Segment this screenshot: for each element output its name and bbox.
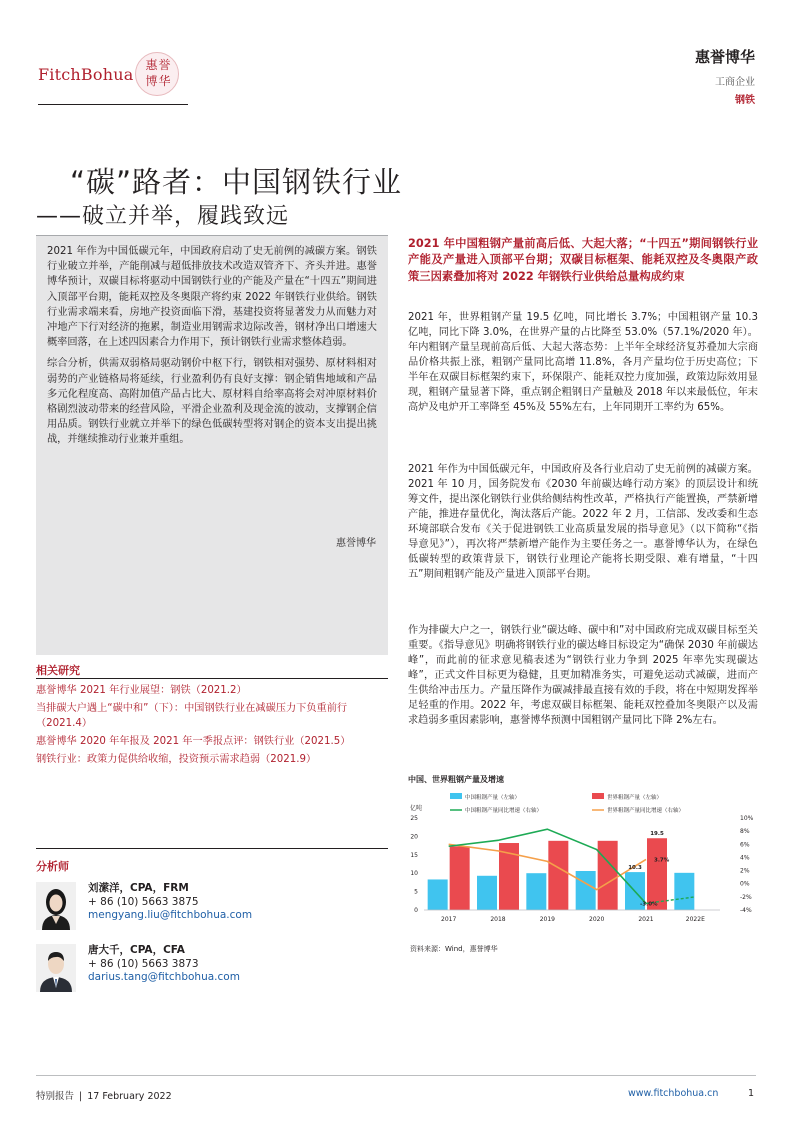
- related-research-link[interactable]: 惠誉博华 2021 年行业展望：钢铁（2021.2）: [36, 685, 247, 696]
- legend-label: 世界粗钢产量同比增速（右轴）: [607, 808, 685, 814]
- y-axis-label: 亿吨: [410, 805, 423, 812]
- data-label: -3.0%: [640, 901, 658, 908]
- related-research-title: 相关研究: [36, 664, 80, 677]
- page-number: 1: [748, 1088, 755, 1099]
- y2-tick-label: -4%: [740, 907, 752, 914]
- related-research-link[interactable]: 当排碳大户遇上“碳中和”（下）：中国钢铁行业在减碳压力下负重前行（2021.4）: [36, 703, 348, 729]
- y2-tick-label: 8%: [740, 828, 750, 836]
- y2-tick-label: 4%: [740, 854, 750, 862]
- report-header: [695, 46, 755, 106]
- x-tick-label: 2018: [490, 916, 506, 923]
- y2-tick-label: 6%: [740, 841, 750, 849]
- bar-world-output: [450, 846, 470, 910]
- y2-tick-label: 10%: [740, 815, 754, 822]
- report-title: “碳”路者：中国钢铁行业: [70, 165, 403, 199]
- sector-label: 工商企业: [715, 77, 755, 88]
- x-tick-label: 2022E: [685, 916, 705, 923]
- bar-world-output: [647, 838, 667, 910]
- y2-tick-label: -2%: [740, 893, 752, 901]
- logo-seal-char: 惠: [145, 58, 158, 72]
- x-tick-label: 2020: [589, 916, 605, 923]
- analyst-name: 刘潆洋，CPA，FRM: [88, 882, 189, 894]
- fitchbohua-logo: [38, 52, 179, 96]
- section-heading: 2021 年中国粗钢产量前高后低、大起大落；“十四五”期间钢铁行业产能及产量进入顶部平台期；双碳目标框架、能耗双控及冬奥限产政策三因素叠加将对 2022 年钢铁行业供给总量构成约束: [408, 237, 758, 283]
- related-research-link[interactable]: 惠誉博华 2020 年年报及 2021 年一季报点评：钢铁行业（2021.5）: [36, 736, 351, 747]
- analyst-phone: + 86 (10) 5663 3873: [88, 957, 199, 970]
- footer-separator: |: [79, 1091, 83, 1102]
- y2-tick-label: 2%: [740, 867, 750, 875]
- analyst-card: [36, 882, 396, 930]
- x-tick-label: 2017: [441, 916, 457, 923]
- logo-seal-char: 誉: [158, 58, 171, 72]
- bar-china-output: [428, 879, 448, 910]
- report-type: 特别报告: [36, 1091, 75, 1102]
- logo-seal-char: 博: [145, 74, 158, 88]
- data-label: 3.7%: [654, 857, 670, 864]
- bar-china-output: [526, 873, 546, 910]
- y-tick-label: 10: [410, 870, 418, 878]
- data-label: 19.5: [650, 831, 664, 838]
- legend-swatch: [450, 793, 462, 799]
- bar-world-output: [598, 841, 618, 910]
- related-research-list: [36, 683, 388, 770]
- analyst-divider: [36, 848, 388, 849]
- y-tick-label: 0: [414, 907, 418, 914]
- logo-seal: [135, 52, 179, 96]
- steel-output-chart: [404, 788, 756, 938]
- analyst-name: 唐大千，CPA，CFA: [88, 944, 185, 956]
- y2-tick-label: 0%: [740, 880, 750, 888]
- logo-seal-char: 华: [158, 74, 171, 88]
- analyst-section-title: 分析师: [36, 860, 69, 873]
- x-tick-label: 2021: [638, 916, 654, 923]
- summary-box: [36, 235, 388, 655]
- analyst-card: [36, 944, 396, 992]
- body-paragraph: 2021 年，世界粗钢产量 19.5 亿吨，同比增长 3.7%；中国粗钢产量 10.3 亿吨，同比下降 3.0%，在世界产量的占比降至 53.0%（57.1%/2020 年）。年内粗钢产量呈现前高后低、大起大落态势：上半年全球经济复苏叠加大宗商品价格共振上涨，粗钢产量同比高增 11.8%，各月产量均位于历史高位；下半年在双碳目标框架约束下，环保限产、能耗双控力度加强，政策边际效用显现，粗钢产量显著下降，重点钢企粗钢日产量触及 2018 年以来最低位，年末高炉及电炉开工率降至 45%及 55%左右，上年同期开工率约为 65%。: [408, 312, 758, 413]
- bar-world-output: [548, 841, 568, 910]
- report-subtitle: ——破立并举，履践致远: [36, 204, 290, 229]
- related-divider: [36, 678, 388, 679]
- x-tick-label: 2019: [539, 916, 555, 923]
- legend-swatch: [592, 793, 604, 799]
- footer-website-link[interactable]: www.fitchbohua.cn: [628, 1088, 719, 1099]
- bar-china-output: [674, 873, 694, 910]
- avatar: [36, 944, 76, 992]
- analyst-email[interactable]: mengyang.liu@fitchbohua.com: [88, 909, 253, 921]
- legend-label: 中国粗钢产量（左轴）: [465, 795, 521, 801]
- summary-paragraph: 综合分析，供需双弱格局驱动钢价中枢下行，钢铁相对强势、原材料相对弱势的产业链格局将延续，行业盈利仍有良好支撑：钢企销售地域和产品多元化程度高、高附加值产品占比大、原材料自给率高将会对冲原材料价格剧烈波动带来的经营风险，平滑企业盈利及现金流的波动，支撑钢企信用品质。钢铁行业就立并举下的绿色低碳转型将对钢企的资本支出提出挑战，并继续推动行业兼并重组。: [47, 358, 377, 446]
- analyst-phone: + 86 (10) 5663 3875: [88, 895, 199, 908]
- avatar: [36, 882, 76, 930]
- chart-source: 资料来源：Wind，惠誉博华: [410, 945, 498, 953]
- y-tick-label: 25: [410, 815, 418, 822]
- footer-info: [36, 1088, 172, 1102]
- body-paragraph: 2021 年作为中国低碳元年，中国政府及各行业启动了史无前例的减碳方案。2021 年 10 月，国务院发布《2030 年前碳达峰行动方案》的顶层设计和统筹文件，提出深化钢铁行业供给侧结构性改革，严格执行产能置换，严禁新增产能，推进存量优化，淘汰落后产能。2022 年 2 月，工信部、发改委和生态环境部联合发布《关于促进钢铁工业高质量发展的指导意见》（以下简称“《指导意见》”），再次将严禁新增产能作为主要任务之一。惠誉博华认为，在绿色低碳转型的政策背景下，钢铁行业理论产能将长期受限、难有增量，“十四五”期间粗钢产能及产量进入顶部平台期。: [408, 464, 758, 580]
- y-tick-label: 20: [410, 833, 418, 841]
- analyst-email[interactable]: darius.tang@fitchbohua.com: [88, 971, 240, 983]
- company-name: 惠誉博华: [694, 48, 755, 66]
- logo-divider: [38, 104, 188, 105]
- body-paragraph: 作为排碳大户之一，钢铁行业“碳达峰、碳中和”对中国政府完成双碳目标至关重要。《指导意见》明确将钢铁行业的碳达峰目标设定为“确保 2030 年前碳达峰”，而此前的征求意见稿表述为“钢铁行业力争到 2025 年率先实现碳达峰”，正式文件目标更为稳健，且更加精准务实，可避免运动式减碳，进而产生供给冲击压力。产量压降作为碳减排最直接有效的手段，将在中短期发挥举足轻重的作用。2022 年，考虑双碳目标框架、能耗双控叠加冬奥限产以及需求趋弱多重因素影响，惠誉博华预测中国粗钢产量同比下降 2%左右。: [408, 625, 758, 726]
- y-tick-label: 5: [414, 888, 418, 896]
- legend-label: 世界粗钢产量（左轴）: [607, 795, 663, 801]
- data-label: 10.3: [628, 865, 642, 872]
- chart-title: 中国、世界粗钢产量及增速: [408, 775, 504, 784]
- legend-label: 中国粗钢产量同比增速（右轴）: [465, 808, 543, 814]
- logo-text: FitchBohua: [38, 64, 134, 84]
- related-research-link[interactable]: 钢铁行业：政策力促供给收缩，投资预示需求趋弱（2021.9）: [36, 754, 317, 765]
- summary-signature: 惠誉博华: [336, 538, 376, 549]
- report-date: 17 February 2022: [87, 1091, 172, 1102]
- y-tick-label: 15: [410, 851, 418, 859]
- footer-divider: [36, 1075, 756, 1076]
- summary-paragraph: 2021 年作为中国低碳元年，中国政府启动了史无前例的减碳方案。钢铁行业破立并举，产能削减与超低排放技术改造双管齐下、齐头并进。惠誉博华预计，双碳目标将驱动中国钢铁行业的产能及产量在“十四五”期间进入顶部平台期，能耗双控及冬奥限产将约束 2022 年钢铁行业供给。钢铁行业需求端来看，房地产投资面临下滑，基建投资将显著发力从而魅力对冲地产下行对经济的拖累，制造业用钢需求边际改善，钢材净出口增速大概率回落，在上述四因素合力作用下，预计钢铁行业需求整体趋弱。: [47, 246, 377, 349]
- bar-china-output: [477, 876, 497, 910]
- industry-tag: 钢铁: [735, 95, 755, 106]
- bar-china-output: [576, 871, 596, 910]
